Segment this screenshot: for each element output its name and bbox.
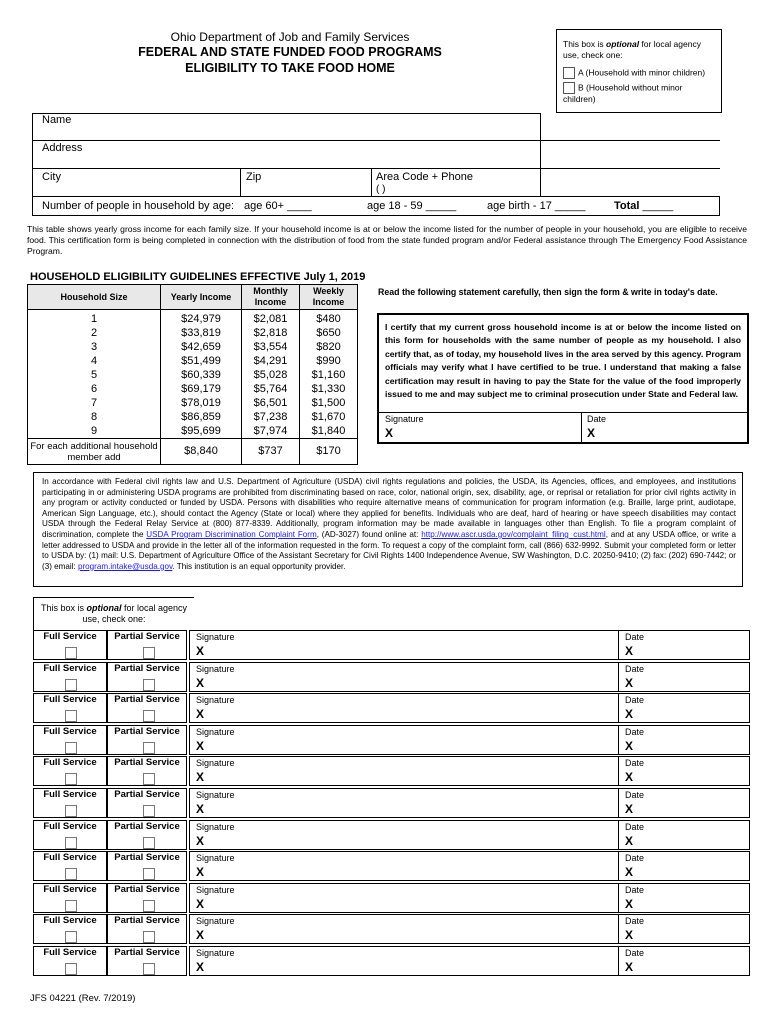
full-service-checkbox[interactable] xyxy=(65,647,77,659)
additional-member-row: For each additional household member add $8,840 $737 $170 xyxy=(28,439,358,465)
partial-service-checkbox[interactable] xyxy=(143,647,155,659)
signature-field[interactable]: X xyxy=(196,802,205,816)
age-60-field[interactable]: age 60+ ____ xyxy=(244,200,312,212)
signature-row xyxy=(33,725,750,755)
date-label: Date xyxy=(625,916,645,927)
civil-rights-statement: In accordance with Federal civil rights law and U.S. Department of Agriculture (USDA) civil rights regulations and policies, the USDA, its Agencies, offices, and employees, and institutions participating in or administering USDA programs are prohibited from discriminating based on race, color, national origin, sex, disability, age, or reprisal or retaliation for prior civil rights activity in any program or activity conducted or funded by USDA. Persons with disabilities who require alternative means of communication for program information (e.g. Braille, large print, audiotape, American Sign Language, etc.), should contact the Agency (State or local) where they applied for benefits. Individuals who are deaf, hard of hearing or have speech disabilities may contact USDA through the Federal Relay Service at (800) 877-8339. Additionally, program information may be made available in languages other than English. To file a program complaint of discrimination, complete the USDA Program Discrimination Complaint Form, (AD-3027) found online at: http://www.ascr.usda.gov/complaint_filing_cust.html, and at any USDA office, or write a letter addressed to USDA and provide in the letter all of the information requested in the form. To request a copy of the complaint form, call (866) 632-9992. Submit your completed form or letter to USDA by: (1) mail: U.S. Department of Agriculture Office of the Assistant Secretary for Civil Rights 1400 Independence Avenue, SW Washington, D.C. 20250-9410; (2) fax: (202) 690-7442; or (3) email: program.intake@usda.gov. This institution is an equal opportunity provider. xyxy=(33,472,743,587)
table-row: 9 $95,699 $7,974 $1,840 xyxy=(28,424,358,439)
agency-optional-box xyxy=(556,29,722,113)
date-label: Date xyxy=(625,884,645,895)
date-field[interactable]: X xyxy=(625,738,634,753)
phone-field[interactable]: Area Code + Phone xyxy=(376,171,473,183)
partial-service-cell: Partial Service xyxy=(107,756,187,786)
signature-field[interactable]: X xyxy=(196,865,205,880)
signature-row xyxy=(33,946,750,976)
full-service-cell: Full Service xyxy=(33,630,107,660)
full-service-checkbox[interactable] xyxy=(65,710,77,722)
signature-row xyxy=(33,756,750,786)
agency-name: Ohio Department of Job and Family Services xyxy=(170,30,410,44)
signature-field[interactable]: X xyxy=(196,675,205,690)
signature-field[interactable]: X xyxy=(196,707,205,722)
full-service-checkbox[interactable] xyxy=(65,742,77,754)
date-field[interactable]: X xyxy=(625,675,634,690)
partial-service-cell: Partial Service xyxy=(107,630,187,660)
signature-field[interactable]: X xyxy=(196,833,205,848)
signature-label: Signature xyxy=(196,790,235,800)
full-service-cell: Full Service xyxy=(33,946,107,976)
signature-cell xyxy=(189,914,750,944)
col-household-size: Household Size xyxy=(28,285,161,310)
signature-field[interactable]: X xyxy=(196,644,205,658)
partial-service-checkbox[interactable] xyxy=(143,837,155,849)
table-row: 6 $69,179 $5,764 $1,330 xyxy=(28,382,358,396)
full-service-checkbox[interactable] xyxy=(65,963,77,975)
option-b-checkbox[interactable] xyxy=(563,82,575,94)
email-link[interactable]: program.intake@usda.gov xyxy=(77,561,173,571)
signature-row xyxy=(33,914,750,944)
name-field[interactable]: Name xyxy=(42,114,72,126)
partial-service-cell: Partial Service xyxy=(107,725,187,755)
date-field[interactable]: X xyxy=(625,896,634,911)
age-birth-17-field[interactable]: age birth - 17 _____ xyxy=(487,200,586,212)
signature-label: Signature xyxy=(196,695,235,706)
date-label: Date xyxy=(625,632,645,642)
household-count-label: Number of people in household by age: xyxy=(42,200,235,212)
signature-row xyxy=(33,788,750,818)
date-label: Date xyxy=(625,726,645,737)
partial-service-checkbox[interactable] xyxy=(143,679,155,691)
signature-label: Signature xyxy=(196,821,235,832)
date-label: Date xyxy=(625,821,645,832)
cert-date-field[interactable]: X xyxy=(587,426,596,440)
full-service-checkbox[interactable] xyxy=(65,837,77,849)
option-a-checkbox[interactable] xyxy=(563,67,575,79)
full-service-checkbox[interactable] xyxy=(65,900,77,912)
table-row: 2 $33,819 $2,818 $650 xyxy=(28,326,358,340)
signature-label: Signature xyxy=(196,853,235,864)
signature-cell xyxy=(189,725,750,755)
col-yearly: Yearly Income xyxy=(161,285,242,310)
date-field[interactable]: X xyxy=(625,833,634,848)
signature-label: Signature xyxy=(196,948,235,958)
partial-service-checkbox[interactable] xyxy=(143,710,155,722)
certification-text: I certify that my current gross household income is at or below the income listed on this form for households with the same number of people as my household. I also certify that, as of today, my household lives in the area served by this agency. Program officials may verify what I have certified to be true. I understand that making a false certification may result in having to pay the State for the value of the food improperly issued to me and may subject me to criminal prosecution under State and Federal law. xyxy=(385,322,741,400)
partial-service-checkbox[interactable] xyxy=(143,931,155,943)
full-service-checkbox[interactable] xyxy=(65,931,77,943)
table-row: 7 $78,019 $6,501 $1,500 xyxy=(28,396,358,410)
signature-label: Signature xyxy=(196,916,235,927)
certification-box xyxy=(377,313,749,444)
partial-service-cell: Partial Service xyxy=(107,662,187,692)
cert-date-label: Date xyxy=(587,414,607,424)
full-service-checkbox[interactable] xyxy=(65,679,77,691)
signature-cell xyxy=(189,756,750,786)
signature-label: Signature xyxy=(196,632,235,642)
cert-signature-field[interactable]: X xyxy=(385,426,394,440)
date-label: Date xyxy=(625,758,645,769)
complaint-form-link[interactable]: USDA Program Discrimination Complaint Form xyxy=(146,529,317,539)
form-title-line2: ELIGIBILITY TO TAKE FOOD HOME xyxy=(185,61,395,75)
table-row: 8 $86,859 $7,238 $1,670 xyxy=(28,410,358,424)
signature-field[interactable]: X xyxy=(196,960,205,974)
date-label: Date xyxy=(625,695,645,706)
signature-cell xyxy=(189,788,750,818)
partial-service-cell: Partial Service xyxy=(107,914,187,944)
table-row: 3 $42,659 $3,554 $820 xyxy=(28,340,358,354)
signature-row xyxy=(33,693,750,723)
cert-signature-label: Signature xyxy=(385,414,424,424)
full-service-checkbox[interactable] xyxy=(65,805,77,817)
full-service-cell: Full Service xyxy=(33,662,107,692)
signature-row xyxy=(33,883,750,913)
signature-row xyxy=(33,820,750,850)
signature-row xyxy=(33,630,750,660)
full-service-cell: Full Service xyxy=(33,693,107,723)
signature-field[interactable]: X xyxy=(196,770,205,785)
signature-field[interactable]: X xyxy=(196,928,205,943)
full-service-cell: Full Service xyxy=(33,914,107,944)
signature-field[interactable]: X xyxy=(196,896,205,911)
signature-cell xyxy=(189,883,750,913)
address-field[interactable]: Address xyxy=(42,142,83,154)
partial-service-checkbox[interactable] xyxy=(143,742,155,754)
date-label: Date xyxy=(625,948,645,958)
optional-box-text: This box is optional for local agency use, check one: xyxy=(563,39,701,60)
form-title-line1: FEDERAL AND STATE FUNDED FOOD PROGRAMS xyxy=(138,45,442,59)
date-field[interactable]: X xyxy=(625,928,634,943)
signature-cell xyxy=(189,630,750,660)
signature-label: Signature xyxy=(196,663,235,674)
form-number: JFS 04221 (Rev. 7/2019) xyxy=(30,993,136,1004)
complaint-url-link[interactable]: http://www.ascr.usda.gov/complaint_filing_cust.html xyxy=(421,529,606,539)
date-label: Date xyxy=(625,790,645,800)
option-b[interactable]: B (Household without minor children) xyxy=(563,82,683,104)
read-statement: Read the following statement carefully, then sign the form & write in today's date. xyxy=(378,287,718,297)
signature-row xyxy=(33,851,750,881)
col-weekly: Weekly Income xyxy=(300,285,358,310)
guidelines-title: HOUSEHOLD ELIGIBILITY GUIDELINES EFFECTIVE July 1, 2019 xyxy=(30,271,366,283)
table-row: 4 $51,499 $4,291 $990 xyxy=(28,354,358,368)
full-service-checkbox[interactable] xyxy=(65,773,77,785)
full-service-cell: Full Service xyxy=(33,883,107,913)
signature-cell xyxy=(189,820,750,850)
partial-service-checkbox[interactable] xyxy=(143,773,155,785)
partial-service-cell: Partial Service xyxy=(107,851,187,881)
table-header-row xyxy=(28,285,358,310)
total-field[interactable]: Total _____ xyxy=(614,200,674,212)
signature-label: Signature xyxy=(196,726,235,737)
signature-cell xyxy=(189,693,750,723)
signature-cell xyxy=(189,662,750,692)
date-field[interactable]: X xyxy=(625,707,634,722)
full-service-cell: Full Service xyxy=(33,851,107,881)
date-field[interactable]: X xyxy=(625,644,634,658)
partial-service-checkbox[interactable] xyxy=(143,805,155,817)
phone-area-code: ( ) xyxy=(376,184,386,195)
date-label: Date xyxy=(625,663,645,674)
partial-service-cell: Partial Service xyxy=(107,693,187,723)
full-service-cell: Full Service xyxy=(33,725,107,755)
partial-service-cell: Partial Service xyxy=(107,820,187,850)
zip-field[interactable]: Zip xyxy=(246,171,262,183)
full-service-checkbox[interactable] xyxy=(65,868,77,880)
date-field[interactable]: X xyxy=(625,865,634,880)
city-field[interactable]: City xyxy=(42,171,61,183)
full-service-cell: Full Service xyxy=(33,788,107,818)
signature-label: Signature xyxy=(196,884,235,895)
partial-service-cell: Partial Service xyxy=(107,788,187,818)
partial-service-cell: Partial Service xyxy=(107,883,187,913)
partial-service-checkbox[interactable] xyxy=(143,868,155,880)
col-monthly: Monthly Income xyxy=(242,285,300,310)
partial-service-cell: Partial Service xyxy=(107,946,187,976)
partial-service-checkbox[interactable] xyxy=(143,900,155,912)
signature-field[interactable]: X xyxy=(196,738,205,753)
signature-row xyxy=(33,662,750,692)
form-header xyxy=(60,30,520,76)
income-table xyxy=(27,284,358,465)
table-row: 5 $60,339 $5,028 $1,160 xyxy=(28,368,358,382)
service-optional-header: This box is optional for local agency use, check one: xyxy=(33,597,194,631)
date-label: Date xyxy=(625,853,645,864)
date-field[interactable]: X xyxy=(625,770,634,785)
partial-service-checkbox[interactable] xyxy=(143,963,155,975)
age-18-59-field[interactable]: age 18 - 59 _____ xyxy=(367,200,457,212)
applicant-info-grid xyxy=(32,113,720,216)
certification-signature-row xyxy=(379,412,747,443)
signature-label: Signature xyxy=(196,758,235,769)
full-service-cell: Full Service xyxy=(33,820,107,850)
signature-cell xyxy=(189,946,750,976)
signature-cell xyxy=(189,851,750,881)
intro-paragraph: This table shows yearly gross income for each family size. If your household income is at or below the income listed for the number of people in your household, you are eligible to receive food. This certification form is being completed in connection with the distribution of food from the state funded program and/or Federal assistance through The Emergency Food Assistance Program. xyxy=(27,224,747,256)
option-a[interactable]: A (Household with minor children) xyxy=(563,67,713,79)
date-field[interactable]: X xyxy=(625,802,634,816)
table-row: 1 $24,979 $2,081 $480 xyxy=(28,310,358,327)
date-field[interactable]: X xyxy=(625,960,634,974)
full-service-cell: Full Service xyxy=(33,756,107,786)
